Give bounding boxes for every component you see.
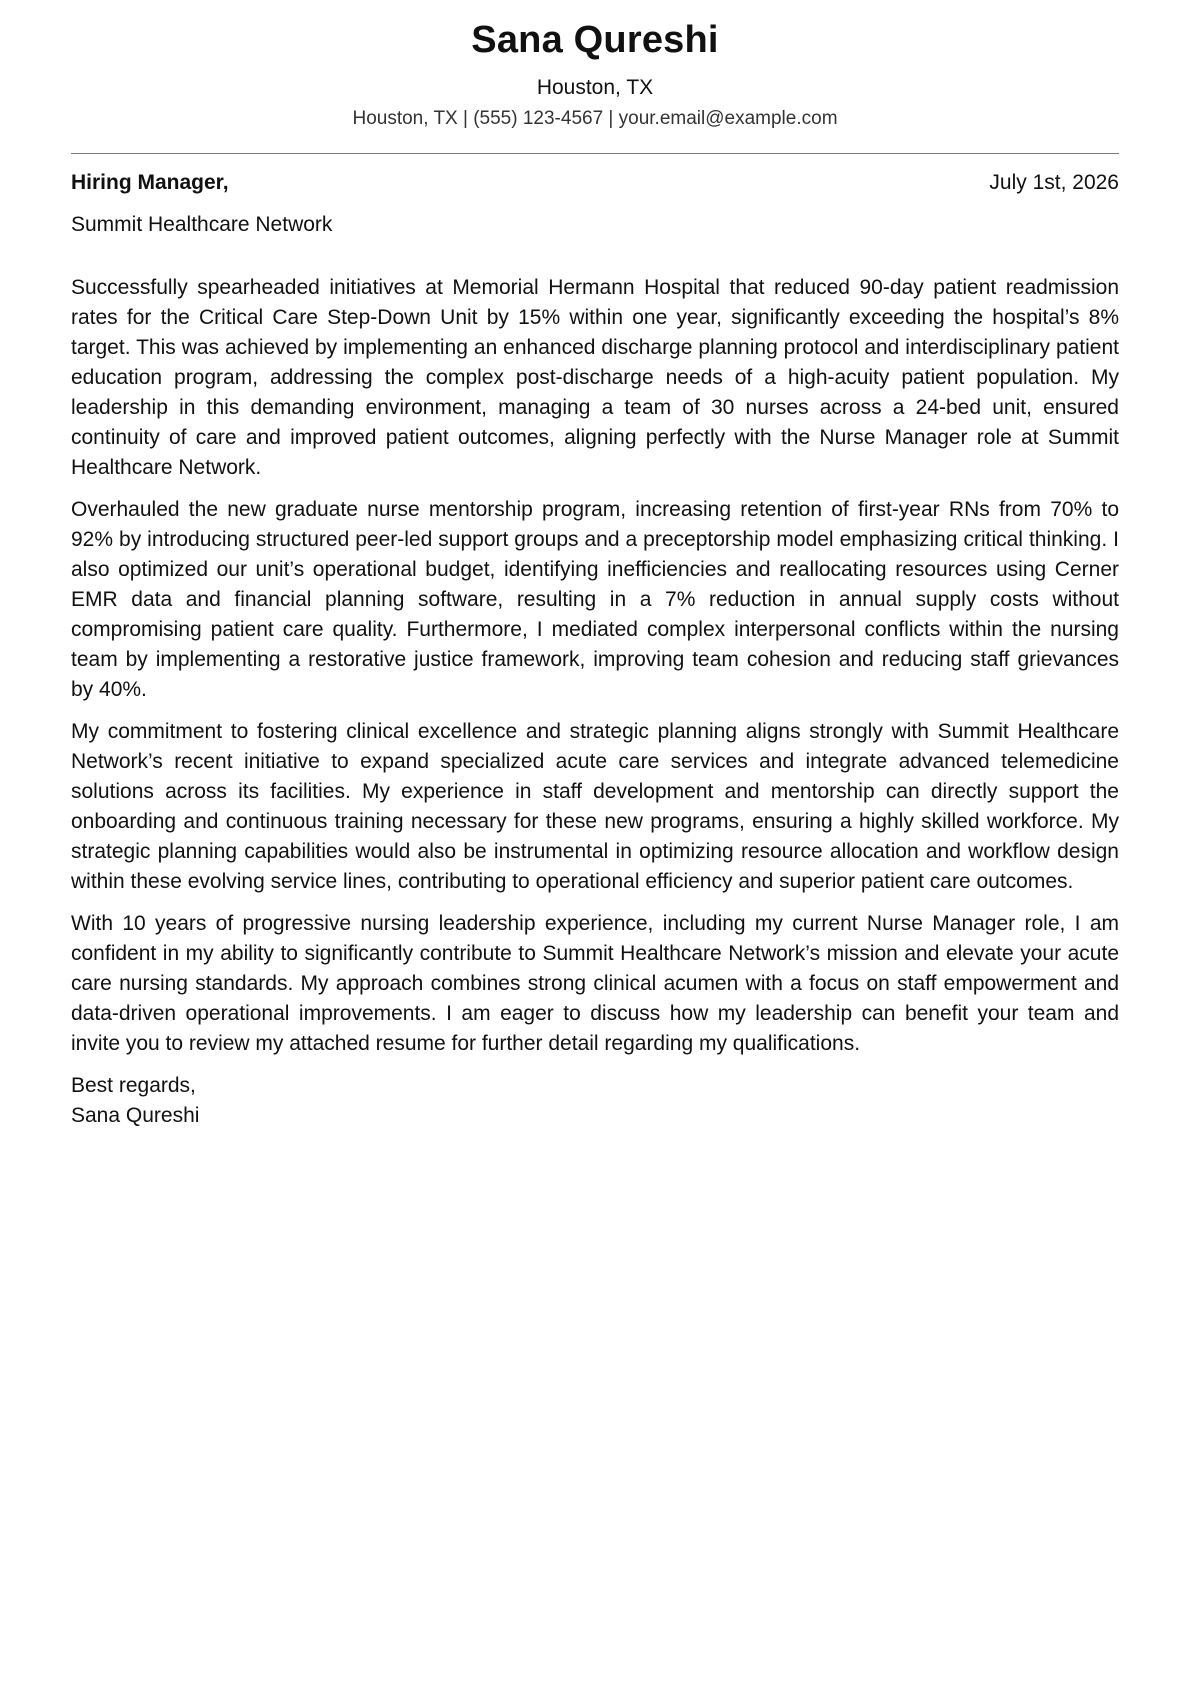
body-paragraph: Overhauled the new graduate nurse mentorship program, increasing retention of first-year RNs from 70% to 92% by introducing structured peer-led support groups and a preceptorship model emphasizing critical thinking. I also optimized our unit’s operational budget, identifying inefficiencies and reallocating resources using Cerner EMR data and financial planning software, resulting in a 7% reduction in annual supply costs without compromising patient care quality. Furthermore, I mediated complex interpersonal conflicts within the nursing team by implementing a restorative justice framework, improving team cohesion and reducing staff grievances by 40%. (71, 498, 1119, 701)
closing-phrase: Best regards, (71, 1074, 196, 1097)
cover-letter-page (71, 0, 1119, 1131)
recipient-salutation: Hiring Manager, (71, 171, 229, 194)
body-paragraph: My commitment to fostering clinical excellence and strategic planning aligns strongly with Summit Healthcare Network’s recent initiative to expand specialized acute care services and integrate advanced telemedicine solutions across its facilities. My experience in staff development and mentorship can directly support the onboarding and continuous training necessary for these new programs, ensuring a highly skilled workforce. My strategic planning capabilities would also be instrumental in optimizing resource allocation and workflow design within these evolving service lines, contributing to operational efficiency and superior patient care outcomes. (71, 720, 1119, 893)
letter-header (71, 0, 1119, 132)
recipient-date-row (71, 169, 1119, 197)
signature-name: Sana Qureshi (71, 1104, 200, 1127)
letter-body (71, 273, 1119, 1059)
applicant-contact-line: Houston, TX | (555) 123-4567 | your.email@example.com (352, 108, 838, 129)
body-paragraph: With 10 years of progressive nursing leadership experience, including my current Nurse Manager role, I am confident in my ability to significantly contribute to Summit Healthcare Network’s mission and elevate your acute care nursing standards. My approach combines strong clinical acumen with a focus on staff empowerment and data-driven operational improvements. I am eager to discuss how my leadership can benefit your team and invite you to review my attached resume for further detail regarding my qualifications. (71, 912, 1119, 1055)
applicant-location: Houston, TX (536, 76, 654, 99)
letter-closing-block (71, 1071, 1119, 1131)
body-paragraph: Successfully spearheaded initiatives at Memorial Hermann Hospital that reduced 90-day patient readmission rates for the Critical Care Step-Down Unit by 15% within one year, significantly exceeding the hospital’s 8% target. This was achieved by implementing an enhanced discharge planning protocol and interdisciplinary patient education program, addressing the complex post-discharge needs of a high-acuity patient population. My leadership in this demanding environment, managing a team of 30 nurses across a 24-bed unit, ensured continuity of care and improved patient outcomes, aligning perfectly with the Nurse Manager role at Summit Healthcare Network. (71, 276, 1119, 479)
header-divider (71, 153, 1119, 154)
applicant-name: Sana Qureshi (471, 19, 719, 61)
letter-date: July 1st, 2026 (989, 171, 1119, 194)
recipient-company: Summit Healthcare Network (71, 213, 333, 236)
